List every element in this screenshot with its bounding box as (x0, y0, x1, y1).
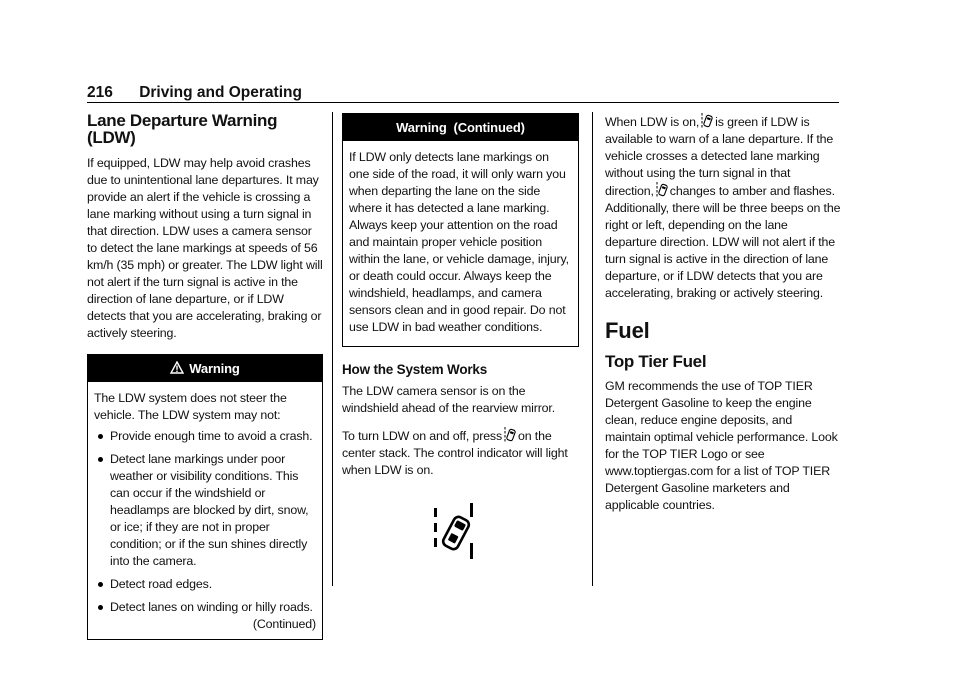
lane-departure-icon (701, 113, 713, 128)
header-rule (87, 102, 839, 103)
lane-departure-icon (656, 182, 668, 197)
ldw-intro: If equipped, LDW may help avoid crashes due to unintentional lane departures. It may provide an alert if the vehicle is crossing a lane marking without using a turn signal in that direction. LDW uses a camera sensor to detect the lane markings at speeds of 56 km/h (35 mph) or greater. The LDW light will not alert if the turn signal is active in the direction of lane departure, or if LDW detects that you are accelerating, braking or actively steering. (87, 156, 323, 340)
list-item: Provide enough time to avoid a crash. (94, 428, 316, 445)
column-1 (87, 110, 323, 640)
continued-label: (Continued) (252, 617, 316, 631)
warning-continued-header: Warning (Continued) (343, 114, 578, 141)
list-item: Detect lanes on winding or hilly roads. (94, 599, 316, 616)
page-header (87, 84, 302, 102)
lane-departure-icon (504, 427, 516, 442)
column-divider (332, 112, 333, 586)
toggle-text-b: on the center stack. The control indicator will light when LDW is on. (342, 429, 568, 477)
toggle-instructions (342, 427, 579, 479)
ldw-indicator-text (605, 113, 841, 302)
list-item: Detect road edges. (94, 576, 316, 593)
how-it-works-heading: How the System Works (342, 362, 488, 377)
warning-continued-text: If LDW only detects lane markings on one side of the road, it will only warn you when departing the lane on the side where it has detected a lane marking. Always keep your attention on the road and maintain proper vehicle position within the lane, or vehicle damage, injury, or death could occur. Always keep the windshield, headlamps, and camera sensors clean and in good repair. Do not use LDW in bad weather conditions. (349, 150, 569, 334)
section-title: Driving and Operating (139, 84, 302, 101)
warning-list (94, 428, 316, 616)
fuel-heading: Fuel (605, 318, 650, 343)
warning-box-header (88, 355, 322, 382)
ldw-heading: Lane Departure Warning (LDW) (87, 111, 278, 147)
warning-title: Warning (189, 361, 240, 376)
top-tier-heading: Top Tier Fuel (605, 352, 707, 371)
warning-intro: The LDW system does not steer the vehicle. The LDW system may not: (94, 391, 287, 422)
page-number: 216 (87, 84, 113, 101)
warning-triangle-icon (170, 356, 184, 369)
indicator-text-c: changes to amber and flashes. Additionally, there will be three beeps on the right or left, depending on the lane departure direction. LDW will not alert if the turn signal is active in the direction of lane departure, or if LDW detects that you are accelerating, braking or actively steering. (605, 184, 841, 300)
lane-departure-diagram-icon (432, 503, 476, 559)
toggle-text-a: To turn LDW on and off, press (342, 429, 503, 443)
column-2 (342, 110, 579, 559)
warning-continued-box (342, 113, 579, 347)
warning-box (87, 354, 323, 640)
list-item: Detect lane markings under poor weather or visibility conditions. This can occur if the windshield or headlamps are blocked by dirt, snow, or ice; if they are not in proper condition; or if the sun shines directly into the camera. (94, 451, 316, 570)
indicator-text-a: When LDW is on, (605, 115, 700, 129)
column-3 (605, 110, 841, 524)
camera-location-text: The LDW camera sensor is on the windshield ahead of the rearview mirror. (342, 384, 556, 415)
indicator-text-b: is green if LDW is available to warn of a lane departure. If the vehicle crosses a detected lane marking without using the turn signal in that direction, (605, 115, 834, 198)
top-tier-text: GM recommends the use of TOP TIER Detergent Gasoline to keep the engine clean, reduce engine deposits, and maintain optimal vehicle performance. Look for the TOP TIER Logo or see www.toptiergas.com for a list of TOP TIER Detergent Gasoline marketers and applicable countries. (605, 379, 838, 512)
column-divider (592, 112, 593, 586)
